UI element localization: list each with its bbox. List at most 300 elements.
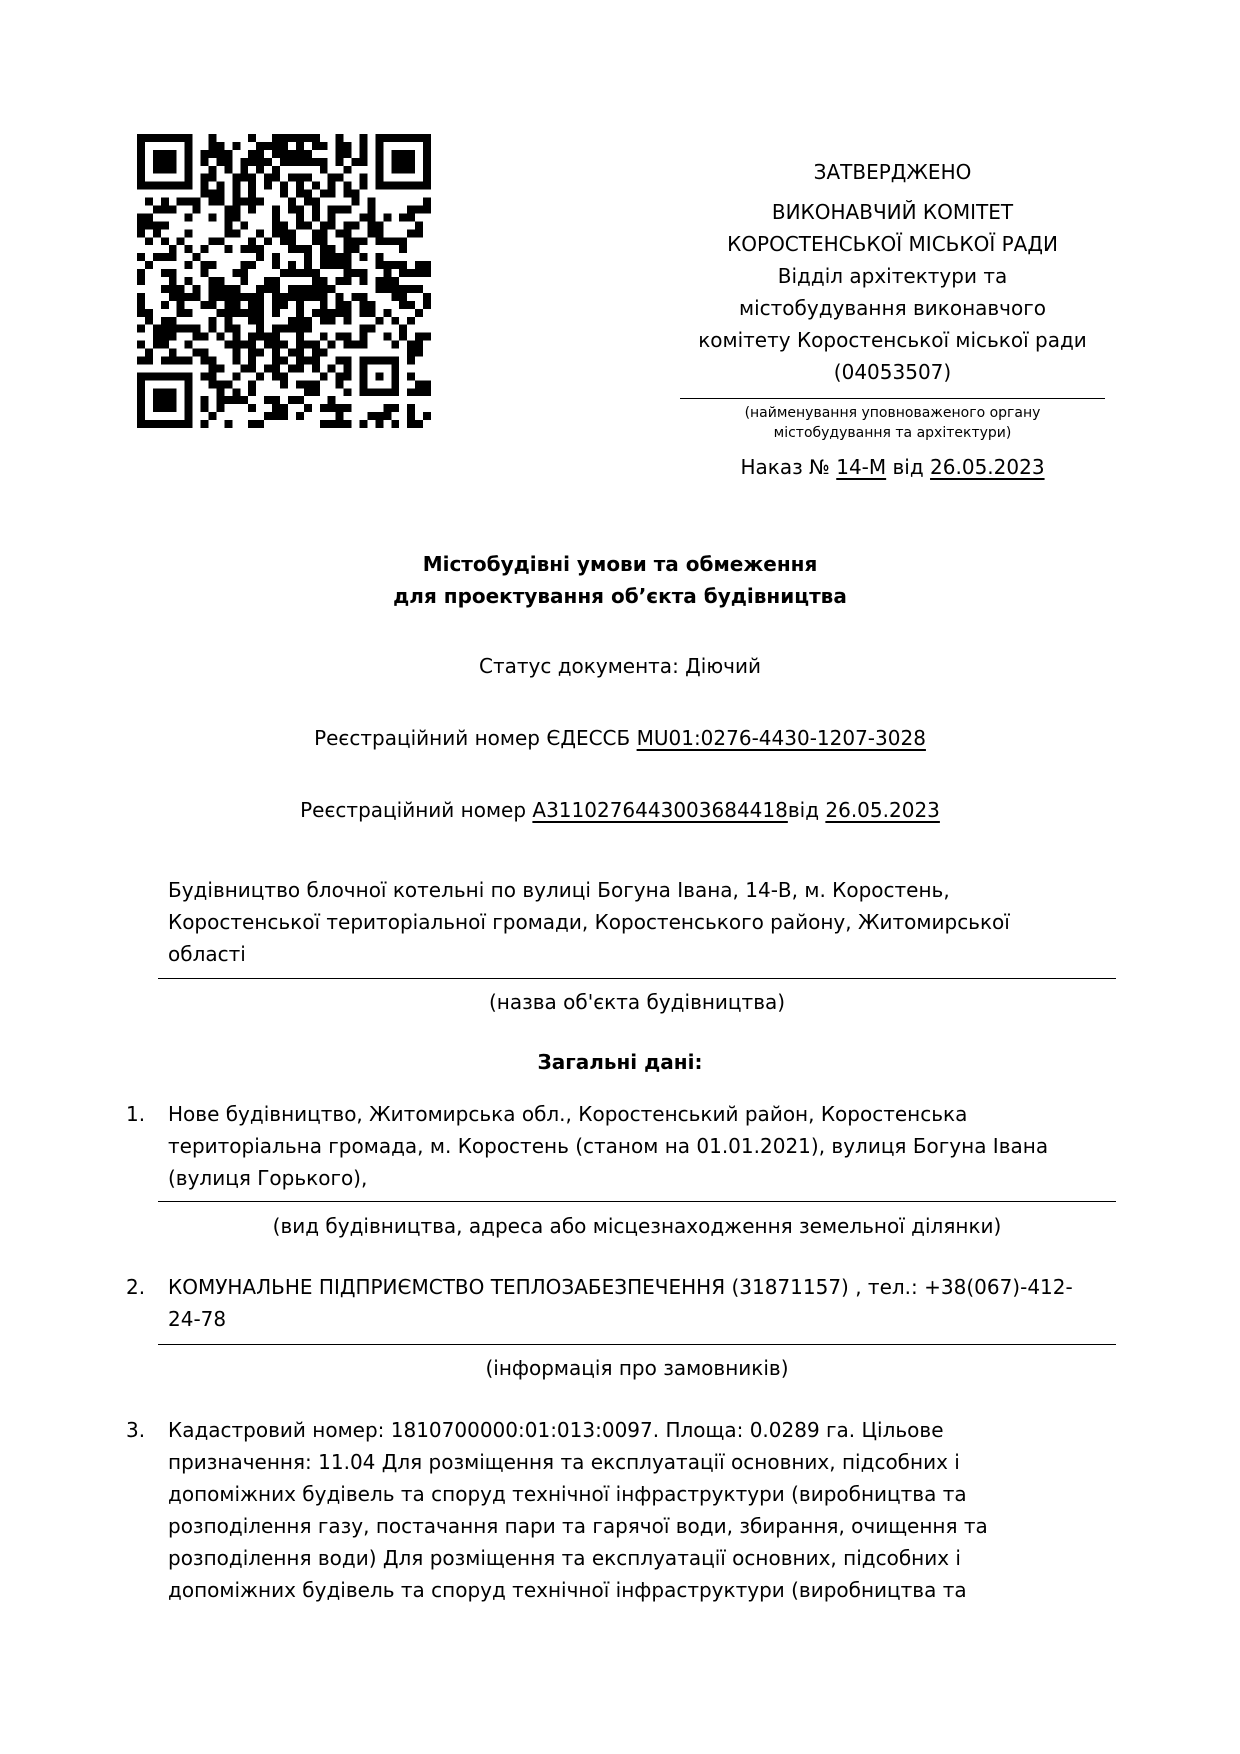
qr-module bbox=[280, 182, 288, 190]
qr-module bbox=[264, 237, 272, 245]
qr-module bbox=[312, 293, 320, 301]
qr-module bbox=[423, 301, 431, 309]
qr-module bbox=[407, 388, 415, 396]
qr-module bbox=[216, 150, 224, 158]
qr-module bbox=[399, 325, 407, 333]
qr-module bbox=[415, 269, 423, 277]
qr-module bbox=[248, 317, 256, 325]
qr-module bbox=[272, 372, 280, 380]
qr-module bbox=[304, 285, 312, 293]
qr-module bbox=[177, 293, 185, 301]
qr-module bbox=[399, 245, 407, 253]
qr-module bbox=[216, 396, 224, 404]
qr-module bbox=[137, 341, 145, 349]
qr-module bbox=[145, 213, 153, 221]
general-data-heading: Загальні дані: bbox=[537, 1050, 703, 1074]
order-number: 14-М bbox=[836, 455, 887, 479]
object-name: Будівництво блочної котельні по вулиці Богуна Івана, 14-В, м. Коростень, Коростенської територіальної громади, Коростенського району, Житомирської області bbox=[168, 878, 1010, 966]
qr-module bbox=[248, 190, 256, 198]
qr-module bbox=[296, 364, 304, 372]
qr-module bbox=[375, 285, 383, 293]
qr-module bbox=[344, 237, 352, 245]
qr-module bbox=[209, 174, 217, 182]
registration-label: Реєстраційний номер bbox=[300, 798, 527, 822]
qr-module bbox=[232, 341, 240, 349]
org-note: містобудування та архітектури) bbox=[773, 425, 1012, 441]
qr-module bbox=[383, 285, 391, 293]
qr-module bbox=[169, 356, 177, 364]
qr-module bbox=[177, 356, 185, 364]
qr-module bbox=[296, 333, 304, 341]
qr-module bbox=[224, 420, 232, 428]
qr-module bbox=[344, 182, 352, 190]
title-line-1: Містобудівні умови та обмеження bbox=[422, 552, 818, 576]
qr-module bbox=[304, 404, 312, 412]
qr-module bbox=[264, 158, 272, 166]
qr-module bbox=[312, 364, 320, 372]
item-customer-info: КОМУНАЛЬНЕ ПІДПРИЄМСТВО ТЕПЛОЗАБЕЗПЕЧЕННЯ (31871157) , тел.: +38(067)-412-24-78 bbox=[168, 1275, 1073, 1331]
qr-module bbox=[216, 158, 224, 166]
qr-module bbox=[280, 269, 288, 277]
qr-module bbox=[344, 190, 352, 198]
qr-module bbox=[328, 420, 336, 428]
qr-module bbox=[304, 158, 312, 166]
qr-module bbox=[224, 293, 232, 301]
qr-module bbox=[201, 261, 209, 269]
qr-module bbox=[328, 213, 336, 221]
qr-module bbox=[320, 309, 328, 317]
qr-module bbox=[344, 317, 352, 325]
qr-module bbox=[240, 293, 248, 301]
qr-module bbox=[320, 349, 328, 357]
item-caption: (вид будівництва, адреса або місцезнаходження земельної ділянки) bbox=[272, 1214, 1002, 1238]
qr-module bbox=[328, 364, 336, 372]
qr-module bbox=[320, 285, 328, 293]
qr-module bbox=[272, 364, 280, 372]
order-line bbox=[680, 451, 1105, 483]
qr-module bbox=[272, 404, 280, 412]
org-line: Відділ архітектури та bbox=[777, 264, 1008, 288]
edessb-label: Реєстраційний номер ЄДЕССБ bbox=[314, 726, 631, 750]
qr-module bbox=[399, 293, 407, 301]
qr-module bbox=[256, 253, 264, 261]
qr-module bbox=[224, 396, 232, 404]
qr-module bbox=[288, 206, 296, 214]
qr-module bbox=[264, 396, 272, 404]
qr-module bbox=[423, 269, 431, 277]
qr-module bbox=[216, 285, 224, 293]
qr-module bbox=[209, 237, 217, 245]
item-cadastral-info: Кадастровий номер: 1810700000:01:013:0097. Площа: 0.0289 га. Цільове призначення: 11.04 Для розміщення та експлуатації основних, підсобних і допоміжних будівель та споруд технічної інфраструктури (виробництва та розподілення газу, постачання пари та гарячої води, збирання, очищення та розподілення води) Для розміщення та експлуатації основних, підсобних і допоміжних будівель та споруд технічної інфраструктури (виробництва та bbox=[168, 1418, 988, 1602]
qr-module bbox=[137, 309, 145, 317]
qr-module bbox=[288, 293, 296, 301]
qr-module bbox=[232, 372, 240, 380]
qr-module bbox=[312, 142, 320, 150]
qr-module bbox=[320, 333, 328, 341]
qr-module bbox=[304, 269, 312, 277]
qr-module bbox=[209, 364, 217, 372]
order-prefix: Наказ № bbox=[740, 455, 830, 479]
qr-module bbox=[232, 190, 240, 198]
qr-module bbox=[383, 333, 391, 341]
qr-module bbox=[280, 190, 288, 198]
qr-module bbox=[383, 237, 391, 245]
qr-module bbox=[248, 245, 256, 253]
qr-module bbox=[367, 221, 375, 229]
qr-module bbox=[407, 213, 415, 221]
qr-module bbox=[312, 134, 320, 142]
qr-module bbox=[423, 198, 431, 206]
qr-module bbox=[344, 142, 352, 150]
qr-module bbox=[344, 388, 352, 396]
qr-module bbox=[280, 301, 288, 309]
qr-module bbox=[312, 356, 320, 364]
qr-module bbox=[352, 245, 360, 253]
qr-module bbox=[344, 206, 352, 214]
qr-module bbox=[423, 293, 431, 301]
registration-date: 26.05.2023 bbox=[825, 798, 940, 822]
qr-module bbox=[224, 285, 232, 293]
qr-module bbox=[272, 349, 280, 357]
qr-module bbox=[375, 420, 383, 428]
qr-module bbox=[185, 198, 193, 206]
qr-module bbox=[280, 325, 288, 333]
qr-module bbox=[312, 206, 320, 214]
qr-module bbox=[391, 237, 399, 245]
qr-module bbox=[232, 333, 240, 341]
qr-module bbox=[232, 293, 240, 301]
qr-module bbox=[304, 150, 312, 158]
qr-module bbox=[399, 301, 407, 309]
item-number: 3. bbox=[126, 1418, 146, 1442]
qr-module bbox=[153, 341, 161, 349]
qr-module bbox=[137, 229, 145, 237]
qr-module bbox=[415, 285, 423, 293]
qr-module bbox=[169, 253, 177, 261]
qr-module bbox=[328, 253, 336, 261]
qr-module bbox=[359, 277, 367, 285]
qr-module bbox=[336, 142, 344, 150]
qr-module bbox=[256, 309, 264, 317]
qr-module bbox=[177, 325, 185, 333]
qr-module bbox=[232, 269, 240, 277]
qr-module bbox=[145, 317, 153, 325]
qr-module bbox=[336, 420, 344, 428]
qr-module bbox=[296, 245, 304, 253]
qr-module bbox=[209, 134, 217, 142]
org-line: ВИКОНАВЧИЙ КОМІТЕТ bbox=[771, 200, 1014, 224]
qr-module bbox=[272, 356, 280, 364]
qr-module bbox=[344, 301, 352, 309]
qr-module bbox=[375, 277, 383, 285]
qr-module bbox=[344, 229, 352, 237]
qr-module bbox=[185, 277, 193, 285]
qr-module bbox=[177, 301, 185, 309]
qr-module bbox=[272, 229, 280, 237]
qr-module bbox=[209, 356, 217, 364]
qr-module bbox=[137, 221, 145, 229]
qr-module bbox=[423, 380, 431, 388]
qr-module bbox=[407, 412, 415, 420]
qr-module bbox=[256, 229, 264, 237]
qr-module bbox=[336, 158, 344, 166]
qr-module bbox=[415, 349, 423, 357]
qr-module bbox=[161, 325, 169, 333]
qr-module bbox=[336, 404, 344, 412]
qr-module bbox=[161, 317, 169, 325]
qr-module bbox=[201, 245, 209, 253]
qr-module bbox=[304, 198, 312, 206]
qr-module bbox=[185, 245, 193, 253]
qr-module bbox=[296, 213, 304, 221]
qr-module bbox=[240, 277, 248, 285]
qr-module bbox=[153, 333, 161, 341]
qr-module bbox=[407, 356, 415, 364]
qr-module bbox=[153, 253, 161, 261]
qr-module bbox=[216, 404, 224, 412]
qr-module bbox=[407, 404, 415, 412]
qr-module bbox=[304, 380, 312, 388]
title-line-2: для проектування об’єкта будівництва bbox=[393, 584, 847, 608]
qr-module bbox=[280, 229, 288, 237]
qr-module bbox=[248, 237, 256, 245]
qr-module bbox=[224, 158, 232, 166]
qr-module bbox=[320, 372, 328, 380]
qr-module bbox=[280, 380, 288, 388]
qr-module bbox=[224, 229, 232, 237]
qr-module bbox=[423, 388, 431, 396]
qr-module bbox=[256, 317, 264, 325]
qr-module bbox=[280, 293, 288, 301]
qr-module bbox=[248, 301, 256, 309]
qr-module bbox=[224, 341, 232, 349]
qr-module bbox=[232, 174, 240, 182]
qr-module bbox=[272, 221, 280, 229]
org-code: (04053507) bbox=[833, 360, 952, 384]
qr-module bbox=[336, 134, 344, 142]
qr-module bbox=[193, 198, 201, 206]
qr-module bbox=[256, 333, 264, 341]
qr-module bbox=[312, 229, 320, 237]
qr-module bbox=[272, 261, 280, 269]
qr-module bbox=[415, 206, 423, 214]
qr-module bbox=[224, 317, 232, 325]
qr-module bbox=[407, 269, 415, 277]
qr-module bbox=[201, 349, 209, 357]
qr-module bbox=[296, 142, 304, 150]
order-from: від bbox=[892, 455, 924, 479]
qr-module bbox=[232, 396, 240, 404]
qr-module bbox=[272, 213, 280, 221]
qr-module bbox=[248, 388, 256, 396]
qr-module bbox=[375, 221, 383, 229]
qr-module bbox=[209, 325, 217, 333]
qr-module bbox=[264, 285, 272, 293]
qr-module bbox=[240, 245, 248, 253]
qr-module bbox=[320, 237, 328, 245]
qr-module bbox=[352, 221, 360, 229]
qr-module bbox=[169, 206, 177, 214]
qr-module bbox=[383, 277, 391, 285]
qr-module bbox=[367, 301, 375, 309]
qr-module bbox=[367, 213, 375, 221]
qr-module bbox=[216, 333, 224, 341]
qr-module bbox=[320, 404, 328, 412]
qr-module bbox=[232, 182, 240, 190]
qr-module bbox=[375, 261, 383, 269]
qr-module bbox=[161, 269, 169, 277]
qr-module bbox=[296, 396, 304, 404]
qr-module bbox=[296, 309, 304, 317]
qr-module bbox=[137, 293, 145, 301]
qr-module bbox=[415, 333, 423, 341]
qr-module bbox=[177, 309, 185, 317]
qr-module bbox=[344, 372, 352, 380]
qr-module bbox=[248, 309, 256, 317]
qr-module bbox=[280, 142, 288, 150]
edessb-line bbox=[0, 724, 1240, 752]
qr-module bbox=[216, 309, 224, 317]
qr-module bbox=[248, 364, 256, 372]
qr-module bbox=[288, 317, 296, 325]
qr-module bbox=[423, 261, 431, 269]
qr-module bbox=[296, 349, 304, 357]
qr-module bbox=[312, 285, 320, 293]
qr-module bbox=[248, 158, 256, 166]
qr-module bbox=[296, 380, 304, 388]
qr-module bbox=[248, 198, 256, 206]
qr-module bbox=[336, 333, 344, 341]
qr-module bbox=[280, 412, 288, 420]
qr-module bbox=[304, 134, 312, 142]
qr-module bbox=[383, 213, 391, 221]
qr-module bbox=[344, 420, 352, 428]
qr-module bbox=[288, 325, 296, 333]
qr-module bbox=[201, 269, 209, 277]
qr-module bbox=[248, 293, 256, 301]
qr-module bbox=[240, 396, 248, 404]
qr-module bbox=[169, 277, 177, 285]
qr-module bbox=[312, 388, 320, 396]
qr-module bbox=[296, 341, 304, 349]
qr-module bbox=[344, 404, 352, 412]
qr-module bbox=[224, 206, 232, 214]
qr-module bbox=[280, 341, 288, 349]
qr-module bbox=[288, 261, 296, 269]
qr-module bbox=[185, 325, 193, 333]
document-status: Статус документа: Діючий bbox=[479, 654, 761, 678]
qr-module bbox=[193, 349, 201, 357]
qr-module bbox=[296, 356, 304, 364]
qr-module bbox=[312, 380, 320, 388]
qr-module bbox=[304, 253, 312, 261]
qr-module bbox=[288, 150, 296, 158]
qr-module bbox=[209, 150, 217, 158]
qr-module bbox=[240, 198, 248, 206]
qr-module bbox=[352, 158, 360, 166]
qr-module bbox=[232, 301, 240, 309]
qr-module bbox=[201, 158, 209, 166]
qr-module bbox=[336, 150, 344, 158]
qr-module bbox=[145, 356, 153, 364]
qr-code-icon bbox=[137, 134, 431, 428]
qr-module bbox=[161, 198, 169, 206]
item-number: 2. bbox=[126, 1275, 146, 1299]
qr-module bbox=[415, 221, 423, 229]
qr-module bbox=[193, 325, 201, 333]
qr-module bbox=[264, 142, 272, 150]
qr-module bbox=[232, 198, 240, 206]
qr-module bbox=[224, 213, 232, 221]
qr-module bbox=[328, 206, 336, 214]
qr-module bbox=[312, 182, 320, 190]
qr-module bbox=[391, 293, 399, 301]
qr-module bbox=[209, 293, 217, 301]
qr-module bbox=[248, 261, 256, 269]
qr-module bbox=[272, 293, 280, 301]
qr-module bbox=[224, 380, 232, 388]
qr-module bbox=[232, 325, 240, 333]
qr-module bbox=[216, 190, 224, 198]
qr-module bbox=[161, 356, 169, 364]
qr-module bbox=[145, 198, 153, 206]
registration-line bbox=[0, 796, 1240, 824]
qr-module bbox=[304, 221, 312, 229]
qr-module bbox=[336, 356, 344, 364]
qr-module bbox=[177, 237, 185, 245]
qr-module bbox=[272, 301, 280, 309]
org-note: (найменування уповноваженого органу bbox=[744, 405, 1041, 421]
qr-module bbox=[391, 420, 399, 428]
qr-module bbox=[344, 364, 352, 372]
qr-module bbox=[423, 412, 431, 420]
qr-module bbox=[153, 221, 161, 229]
qr-module bbox=[344, 309, 352, 317]
qr-module bbox=[185, 229, 193, 237]
qr-module bbox=[137, 356, 145, 364]
qr-module bbox=[296, 158, 304, 166]
qr-module bbox=[359, 158, 367, 166]
edessb-number: MU01:0276-4430-1207-3028 bbox=[636, 726, 926, 750]
qr-module bbox=[375, 229, 383, 237]
qr-module bbox=[216, 198, 224, 206]
qr-module bbox=[320, 420, 328, 428]
qr-module bbox=[272, 174, 280, 182]
qr-module bbox=[224, 221, 232, 229]
qr-module bbox=[407, 372, 415, 380]
qr-module bbox=[320, 293, 328, 301]
qr-module bbox=[423, 206, 431, 214]
qr-module bbox=[201, 372, 209, 380]
qr-module bbox=[336, 309, 344, 317]
qr-module bbox=[169, 245, 177, 253]
qr-module bbox=[336, 253, 344, 261]
qr-module bbox=[248, 333, 256, 341]
qr-module bbox=[169, 333, 177, 341]
object-caption: (назва об'єкта будівництва) bbox=[488, 990, 786, 1014]
qr-module bbox=[185, 213, 193, 221]
qr-module bbox=[304, 325, 312, 333]
qr-module bbox=[248, 420, 256, 428]
qr-module bbox=[209, 190, 217, 198]
qr-module bbox=[264, 341, 272, 349]
qr-module bbox=[296, 134, 304, 142]
qr-module bbox=[216, 293, 224, 301]
qr-module bbox=[232, 349, 240, 357]
qr-module bbox=[375, 253, 383, 261]
qr-module bbox=[161, 253, 169, 261]
qr-module bbox=[201, 404, 209, 412]
